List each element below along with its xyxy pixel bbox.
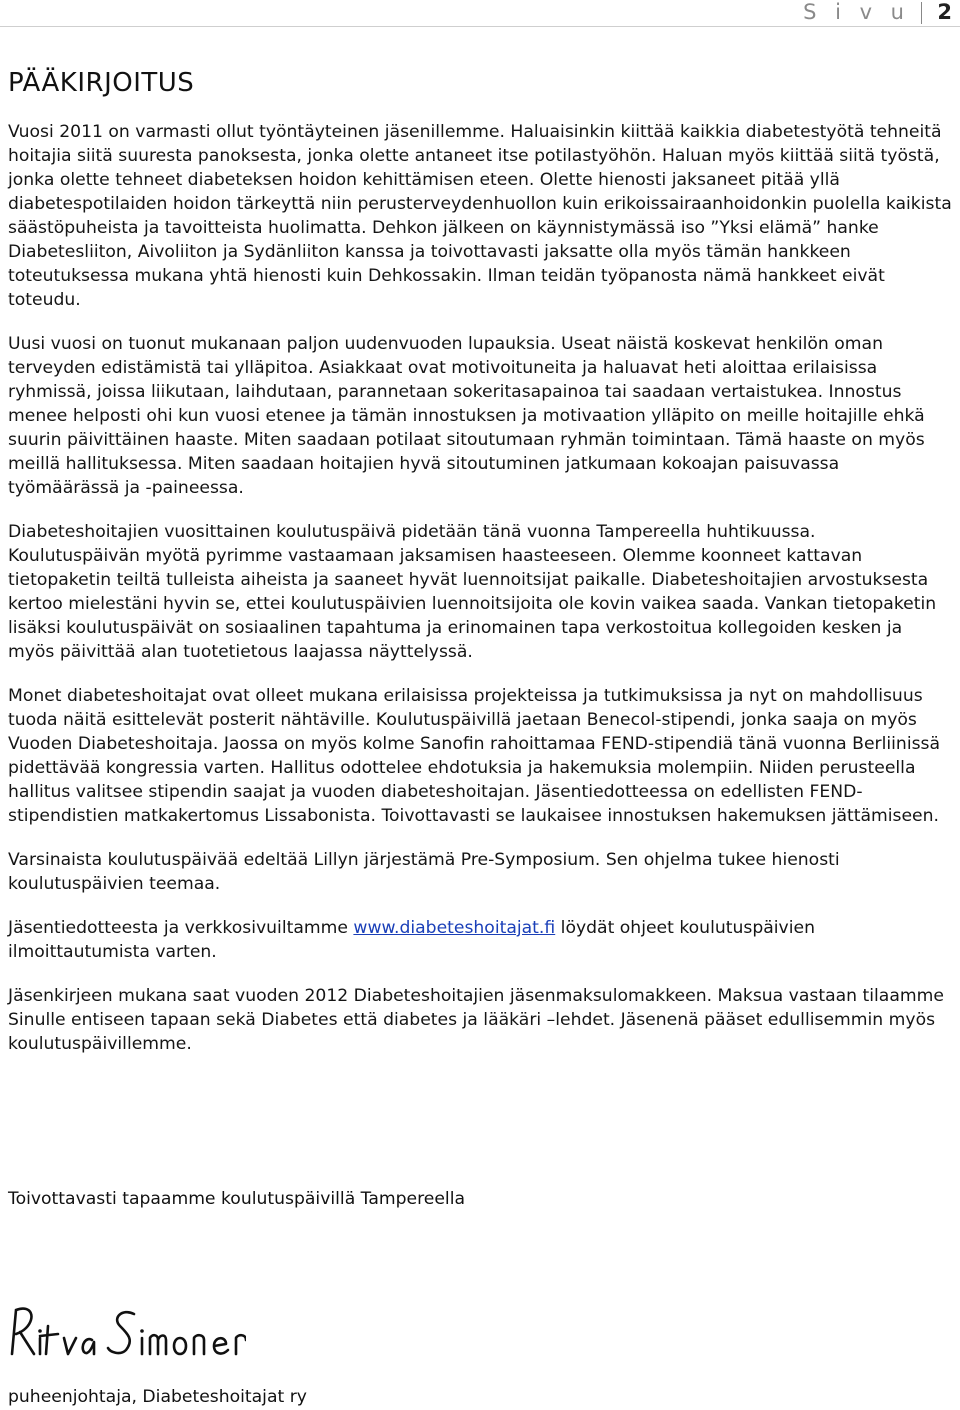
page-label: S i v u [803,0,910,24]
page-number: 2 [937,0,952,24]
page-title: PÄÄKIRJOITUS [8,68,195,98]
paragraph-6-before: Jäsentiedotteesta ja verkkosivuiltamme [8,918,354,938]
paragraph-4: Monet diabeteshoitajat ovat olleet mukana erilaisissa projekteissa ja tutkimuksissa ja nyt on mahdollisuus tuoda näitä esittelevät posterit nähtäville. Koulutuspäivillä jaetaan Benecol-stipendi, jonka saaja on myös Vuoden Diabeteshoitaja. Jaossa on myös kolme Sanofin rahoittamaa FEND-stipendiä tänä vuonna Berliinissä pidettävää kongressia varten. Hallitus odottelee ehdotuksia ja hakemuksia molempiin. Niiden perusteella hallitus valitsee stipendin saajat ja vuoden diabeteshoitajan. Jäsentiedotteessa on edellisten FEND-stipendistien matkakertomus Lissabonista. Toivottavasti se laukaisee innostuksen hakemuksen jättämiseen. [8,686,941,826]
paragraph-7: Jäsenkirjeen mukana saat vuoden 2012 Diabeteshoitajien jäsenmaksulomakkeen. Maksua vastaan tilaamme Sinulle entiseen tapaan sekä Diabetes että diabetes ja lääkäri –lehdet. Jäsenenä pääset edullisemmin myös koulutuspäivillemme. [8,986,944,1054]
paragraph-6 [8,916,952,964]
page-header [0,0,960,27]
paragraph-5: Varsinaista koulutuspäivää edeltää Lillyn järjestämä Pre-Symposium. Sen ohjelma tukee hienosti koulutuspäivien teemaa. [8,850,840,894]
website-link[interactable]: www.diabeteshoitajat.fi [353,918,556,938]
closing-line: Toivottavasti tapaamme koulutuspäivillä Tampereella [8,1189,466,1209]
article-body [8,120,952,1076]
signature-image [6,1302,246,1362]
paragraph-1: Vuosi 2011 on varmasti ollut työntäyteinen jäsenillemme. Haluaisinkin kiittää kaikkia diabetestyötä tehneitä hoitajia siitä suuresta panoksesta, jonka olette antaneet itse potilastyöhön. Haluan myös kiittää siitä työstä, jonka olette tehneet diabeteksen hoidon kehittämisen eteen. Olette hienosti jaksaneet pitää yllä diabetespotilaiden hoidon tärkeyttä niin perusterveydenhuollon kuin erikoissairaanhoidonkin puolella kaikista säästöpuheista ja tavoitteista huolimatta. Dehkon jälkeen on käynnistymässä iso ”Yksi elämä” hanke Diabetesliiton, Aivoliiton ja Sydänliiton kanssa ja toivottavasti jaksatte olla myös tämän hankkeen toteutuksessa mukana yhtä hienosti kuin Dehkossakin. Ilman teidän työpanosta nämä hankkeet eivät toteudu. [8,122,952,310]
paragraph-2: Uusi vuosi on tuonut mukanaan paljon uudenvuoden lupauksia. Useat näistä koskevat henkilön oman terveyden edistämistä tai ylläpitoa. Asiakkaat ovat motivoituneita ja haluavat heti aloittaa erilaisissa ryhmissä, joissa liikutaan, laihdutaan, parannetaan sokeritasapainoa tai saadaan vertaistukea. Innostus menee helposti ohi kun vuosi etenee ja tämän innostuksen ja motivaation ylläpito on meille hoitajille ehkä suurin päivittäinen haaste. Miten saadaan potilaat sitoutumaan ryhmän toimintaan. Tämä haaste on myös meillä hallituksessa. Miten saadaan hoitajien hyvä sitoutuminen jatkumaan kokoajan paisuvassa työmäärässä ja -paineessa. [8,334,925,498]
paragraph-6-after: löydät ohjeet koulutuspäivien ilmoittautumista varten. [8,918,815,962]
signer-role: puheenjohtaja, Diabeteshoitajat ry [8,1387,307,1407]
header-divider [921,2,922,24]
paragraph-3: Diabeteshoitajien vuosittainen koulutuspäivä pidetään tänä vuonna Tampereella huhtikuussa. Koulutuspäivän myötä pyrimme vastaamaan jaksamisen haasteeseen. Olemme koonneet kattavan tietopaketin teiltä tulleista aiheista ja saaneet hyvät luennoitsijat paikalle. Diabeteshoitajien arvostuksesta kertoo mielestäni hyvin se, ettei koulutuspäivien luennoitsijoita ole kovin vaikea saada. Vankan tietopaketin lisäksi koulutuspäivät on sosiaalinen tapahtuma ja erinomainen tapa verkostoitua kollegoiden kesken ja myös päivittää alan tuotetietous laajassa näyttelyssä. [8,522,937,662]
